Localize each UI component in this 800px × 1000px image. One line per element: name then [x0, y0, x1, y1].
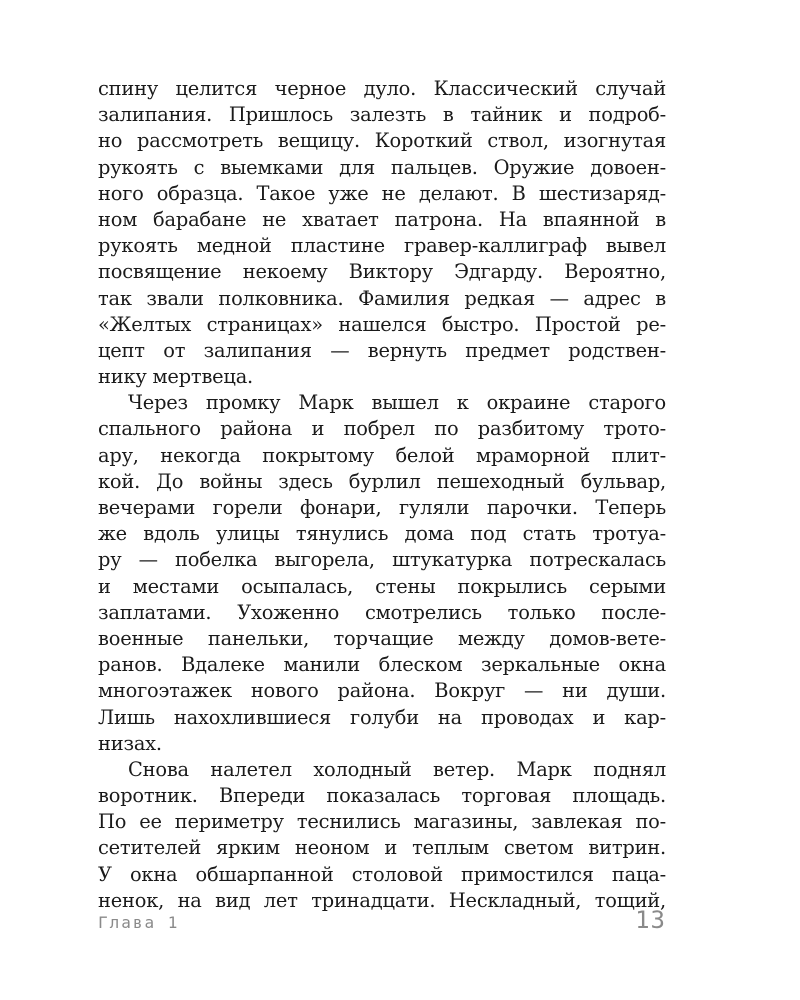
text-line: кой. До войны здесь бурлил пешеходный бульвар, — [98, 469, 666, 493]
text-line: ного образца. Такое уже не делают. В шестизаряд- — [98, 181, 666, 205]
text-line: спину целится черное дуло. Классический случай — [98, 77, 666, 100]
text-line: и местами осыпалась, стены покрылись серыми — [98, 574, 666, 598]
text-line: ранов. Вдалеке манили блеском зеркальные окна — [98, 653, 666, 677]
text-line: ру — побелка выгорела, штукатурка потрескалась — [98, 548, 666, 572]
page-body — [98, 76, 666, 914]
text-line: залипания. Пришлось залезть в тайник и подроб- — [98, 103, 666, 127]
text-line: так звали полковника. Фамилия редкая — адрес в — [98, 286, 666, 310]
text-line: многоэтажек нового района. Вокруг — ни души. — [98, 679, 666, 703]
text-line: Лишь нахохлившиеся голуби на проводах и кар- — [98, 705, 666, 729]
text-line: вечерами горели фонари, гуляли парочки. Теперь — [98, 496, 666, 519]
text-line: ном барабане не хватает патрона. На впаянной в — [98, 207, 666, 231]
page-number: 13 — [635, 906, 666, 934]
text-line: У окна обшарпанной столовой примостился паца- — [98, 862, 666, 886]
page-footer — [98, 906, 666, 934]
text-line: спального района и побрел по разбитому трото- — [98, 417, 666, 441]
text-line: Через промку Марк вышел к окраине старого — [128, 391, 666, 415]
text-line: нику мертвеца. — [98, 365, 254, 389]
text-line: военные панельки, торчащие между домов-вете- — [98, 626, 666, 650]
text-line: цепт от залипания — вернуть предмет родствен- — [98, 338, 666, 362]
text-line: заплатами. Ухоженно смотрелись только после- — [98, 600, 666, 624]
chapter-label: Глава 1 — [98, 913, 180, 932]
text-line: же вдоль улицы тянулись дома под стать тротуа- — [98, 522, 666, 546]
text-line: ару, некогда покрытому белой мраморной плит- — [98, 443, 666, 467]
text-line: посвящение некоему Виктору Эдгарду. Вероятно, — [98, 260, 666, 284]
text-line: сетителей ярким неоном и теплым светом витрин. — [98, 836, 666, 860]
text-line: По ее периметру теснились магазины, завлекая по- — [98, 810, 666, 834]
text-line: низах. — [98, 731, 162, 755]
text-line: Снова налетел холодный ветер. Марк поднял — [128, 757, 666, 781]
text-line: ненок, на вид лет тринадцати. Нескладный, тощий, — [98, 888, 666, 912]
text-line: рукоять с выемками для пальцев. Оружие довоен- — [98, 155, 666, 179]
text-line: рукоять медной пластине гравер-каллиграф вывел — [98, 234, 666, 258]
text-line: воротник. Впереди показалась торговая площадь. — [98, 784, 666, 808]
text-line: «Желтых страницах» нашелся быстро. Простой ре- — [98, 312, 666, 336]
text-line: но рассмотреть вещицу. Короткий ствол, изогнутая — [98, 129, 666, 153]
